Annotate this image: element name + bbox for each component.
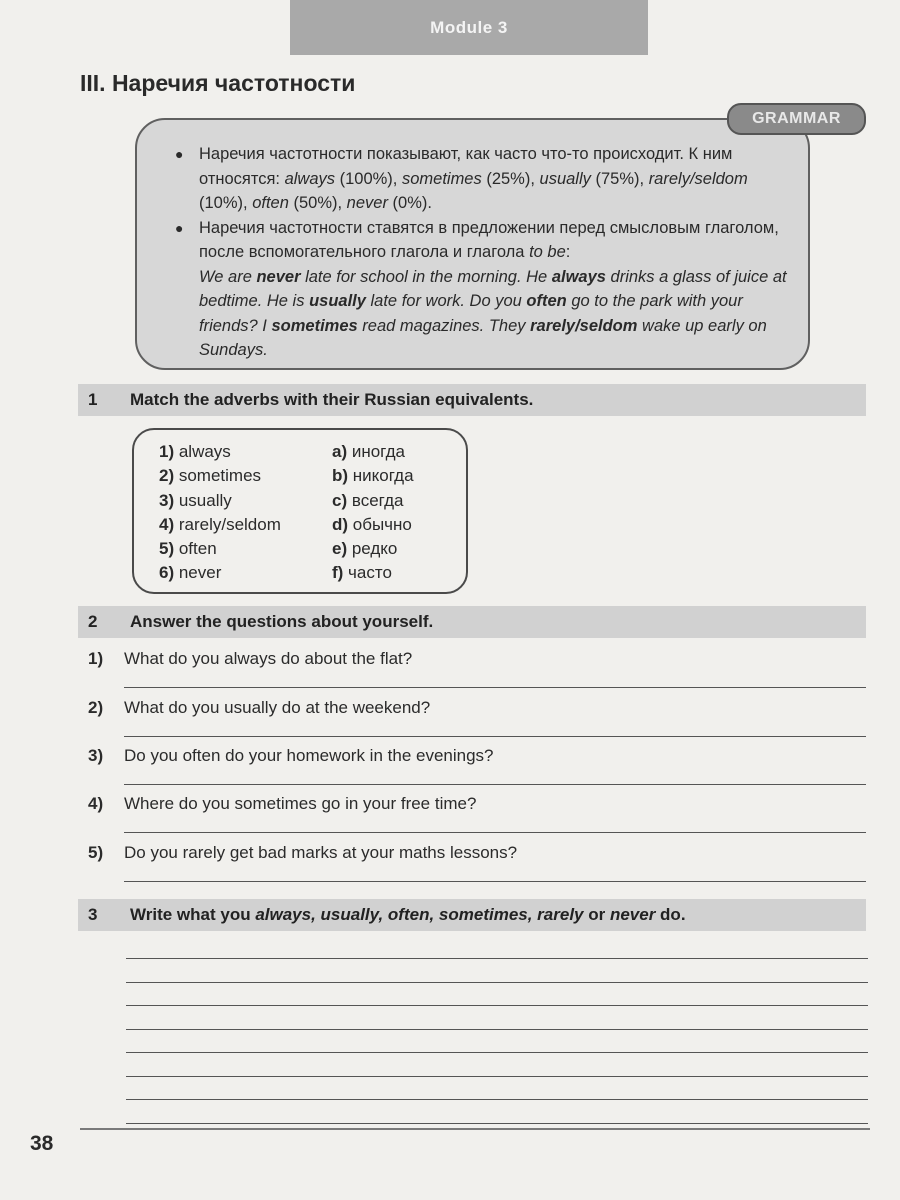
grammar-rule-1 [175, 142, 792, 216]
question-row [88, 843, 868, 863]
instruction-part: always, usually, often, sometimes, rarely [255, 905, 584, 924]
match-text: always [174, 442, 231, 461]
match-text: иногда [347, 442, 405, 461]
example-text: He [526, 267, 552, 286]
match-key: 2) [159, 466, 175, 486]
match-text: часто [343, 563, 392, 583]
question-row [88, 698, 868, 718]
answer-line[interactable] [124, 687, 866, 688]
match-row [159, 489, 281, 513]
match-key: 1) [159, 442, 175, 461]
match-text: never [174, 563, 222, 583]
exercise-number: 1 [88, 390, 98, 409]
writing-line[interactable] [126, 1005, 868, 1006]
writing-line[interactable] [126, 1123, 868, 1124]
bullet-icon: ● [175, 146, 184, 162]
example-text: I [262, 316, 272, 335]
match-text: обычно [348, 514, 412, 534]
writing-line[interactable] [126, 982, 868, 983]
example-text: read magazines. [357, 316, 489, 335]
module-label: Module 3 [430, 17, 508, 37]
match-text: редко [347, 539, 398, 559]
adverb-percent: (50%), [288, 194, 347, 212]
question-number: 1) [88, 649, 104, 668]
question-row [88, 649, 868, 669]
writing-line[interactable] [126, 1076, 868, 1077]
exercise-2-header [78, 606, 866, 638]
question-number: 4) [88, 794, 104, 813]
match-key: f) [332, 563, 344, 583]
adverb-term: never [346, 194, 388, 212]
rule2-colon: : [565, 243, 571, 261]
match-key: c) [332, 490, 348, 510]
question-number: 5) [88, 843, 104, 862]
adverb-term: usually [539, 169, 591, 188]
match-row [159, 537, 281, 561]
rule2-tobe: to be [529, 243, 566, 261]
exercise-number: 3 [88, 905, 98, 924]
grammar-box [135, 118, 810, 370]
match-row [159, 464, 281, 488]
exercise-number: 2 [88, 612, 98, 631]
writing-line[interactable] [126, 1052, 868, 1053]
example-adverb: never [256, 267, 301, 286]
match-key: e) [332, 539, 348, 559]
match-row [159, 440, 281, 464]
match-row [332, 513, 414, 537]
example-text: late for school in the morning. [300, 267, 527, 286]
grammar-badge [727, 103, 866, 135]
match-row [159, 561, 281, 585]
example-text: go to the park with your friends? [199, 292, 743, 335]
question-text: Where do you sometimes go in your free time? [124, 794, 477, 813]
match-key: d) [332, 514, 349, 534]
match-key: 4) [159, 514, 175, 534]
adverb-term: sometimes [401, 169, 482, 188]
adverb-percent: (25%), [481, 169, 540, 188]
grammar-examples [199, 268, 787, 360]
writing-line[interactable] [126, 958, 868, 959]
example-text: They [488, 316, 531, 335]
adverb-percent: (100%), [335, 169, 402, 188]
question-number: 3) [88, 746, 104, 765]
example-text: wake up early on Sundays. [199, 316, 767, 359]
match-row [332, 440, 414, 464]
example-adverb: usually [309, 292, 366, 310]
question-row [88, 746, 868, 766]
exercise-instruction [130, 905, 686, 925]
adverb-percent: (0%). [387, 194, 432, 212]
module-header-tab [290, 0, 648, 55]
instruction-part: Write what you [130, 905, 256, 924]
instruction-part: or [583, 905, 610, 924]
answer-line[interactable] [124, 832, 866, 833]
example-adverb: always [551, 267, 606, 286]
instruction-part: never [609, 905, 656, 924]
match-key: 5) [159, 539, 175, 559]
example-text: He is [266, 292, 310, 310]
grammar-rule-2 [175, 216, 792, 363]
match-row [159, 513, 281, 537]
adverb-term: often [252, 194, 289, 212]
match-key: 3) [159, 490, 175, 510]
exercise-1-header [78, 384, 866, 416]
rule2-text: Наречия частотности ставятся в предложении перед смысловым глаголом, после вспомогательного глагола и глагола [199, 218, 779, 261]
question-text: What do you usually do at the weekend? [124, 698, 431, 717]
example-text: drinks a glass of juice at bedtime. [199, 267, 787, 310]
adverb-percent: (10%), [199, 194, 253, 212]
matching-box [132, 428, 468, 594]
answer-line[interactable] [124, 784, 866, 785]
question-text: What do you always do about the flat? [124, 649, 413, 668]
page-number: 38 [30, 1132, 54, 1155]
adverb-percent: (75%), [590, 169, 649, 188]
match-text: rarely/seldom [174, 514, 281, 534]
adverb-term: always [284, 169, 336, 188]
match-row [332, 537, 414, 561]
instruction-part: do. [655, 905, 686, 924]
russian-equivalents-list [332, 440, 414, 586]
match-key: a) [332, 442, 348, 461]
match-row [332, 561, 414, 585]
match-row [332, 489, 414, 513]
match-key: 6) [159, 563, 175, 583]
example-text: We are [199, 267, 257, 286]
writing-line[interactable] [126, 1029, 868, 1030]
example-text: late for work. [365, 292, 470, 310]
exercise-instruction: Match the adverbs with their Russian equivalents. [130, 390, 534, 409]
match-row [332, 464, 414, 488]
match-text: sometimes [174, 466, 262, 486]
question-row [88, 794, 868, 814]
exercise-instruction: Answer the questions about yourself. [130, 612, 434, 631]
match-text: никогда [348, 466, 414, 486]
match-key: b) [332, 466, 349, 486]
example-adverb: often [526, 292, 567, 310]
match-text: всегда [347, 490, 404, 510]
example-text: Do you [469, 292, 527, 310]
bullet-icon: ● [175, 219, 184, 236]
match-text: often [174, 539, 217, 559]
section-title: III. Наречия частотности [80, 70, 356, 96]
question-text: Do you rarely get bad marks at your maths lessons? [124, 843, 518, 862]
example-adverb: rarely/seldom [530, 316, 638, 335]
exercise-3-header [78, 899, 866, 931]
bottom-divider [80, 1128, 870, 1130]
rule1-prefix: Наречия частотности показывают, как часто что-то происходит. К ним относятся: [199, 145, 733, 188]
grammar-badge-label: GRAMMAR [752, 110, 841, 127]
adverb-term: rarely/seldom [648, 169, 748, 188]
answer-line[interactable] [124, 736, 866, 737]
answer-line[interactable] [124, 881, 866, 882]
writing-line[interactable] [126, 1099, 868, 1100]
adverb-list [159, 440, 281, 586]
question-number: 2) [88, 698, 104, 717]
match-text: usually [174, 490, 232, 510]
question-text: Do you often do your homework in the evenings? [124, 746, 494, 765]
example-adverb: sometimes [271, 316, 358, 335]
